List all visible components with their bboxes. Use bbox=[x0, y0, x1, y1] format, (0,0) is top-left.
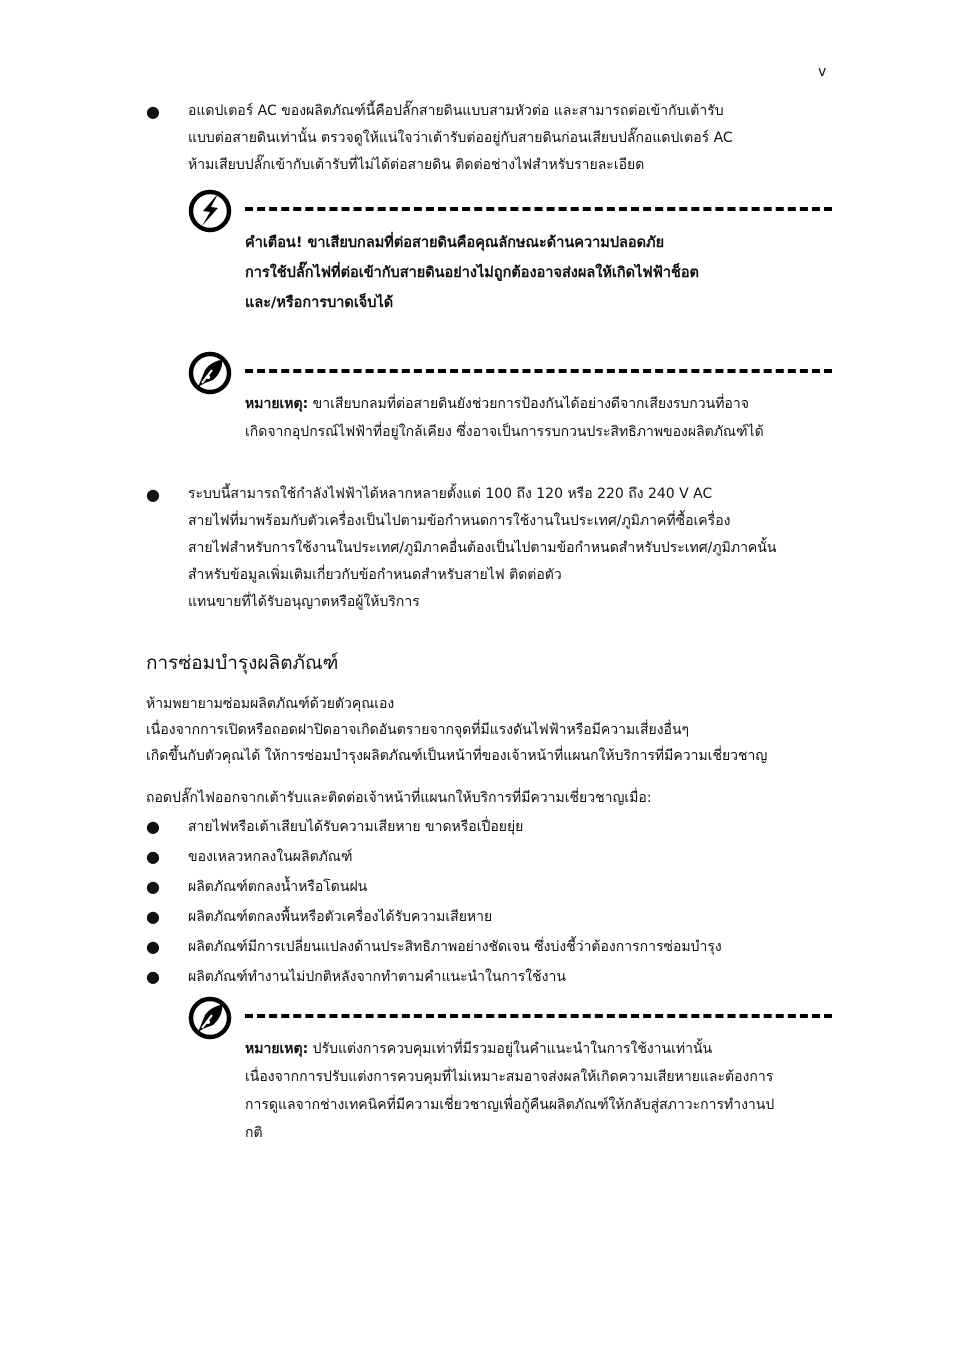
bullet2-line-5: แทนขายที่ได้รับอนุญาตหรือผู้ให้บริการ bbox=[188, 594, 420, 610]
list-item bbox=[146, 812, 846, 842]
conditions-list bbox=[146, 812, 846, 992]
warning-divider bbox=[245, 207, 832, 211]
bullet-ac-adapter bbox=[146, 98, 846, 179]
note-controls bbox=[187, 995, 832, 1155]
service-line-2: เนื่องจากการเปิดหรือถอดฝาปิดอาจเกิดอันตรายจากจุดที่มีแรงดันไฟฟ้าหรือมีความเสี่ยงอื่นๆ bbox=[146, 722, 690, 738]
warning-line-1: คำเตือน! ขาเสียบกลมที่ต่อสายดินคือคุณลักษณะด้านความปลอดภัย bbox=[245, 235, 665, 251]
note2-line-2: เนื่องจากการปรับแต่งการควบคุมที่ไม่เหมาะสมอาจส่งผลให้เกิดความเสียหายและต้องการ bbox=[245, 1069, 774, 1085]
bullet-dot: ● bbox=[146, 937, 160, 956]
section-title-servicing: การซ่อมบำรุงผลิตภัณฑ์ bbox=[146, 652, 339, 674]
unplug-intro: ถอดปลั๊กไฟออกจากเต้ารับและติดต่อเจ้าหน้าที่แผนกให้บริการที่มีความเชี่ยวชาญเมื่อ: bbox=[146, 790, 652, 806]
list-item bbox=[146, 932, 846, 962]
condition-4: ผลิตภัณฑ์ตกลงพื้นหรือตัวเครื่องได้รับความเสียหาย bbox=[188, 909, 493, 925]
warning-line-2: การใช้ปลั๊กไฟที่ต่อเข้ากับสายดินอย่างไม่ถูกต้องอาจส่งผลให้เกิดไฟฟ้าช็อต bbox=[245, 265, 699, 281]
service-line-1: ห้ามพยายามซ่อมผลิตภัณฑ์ด้วยตัวคุณเอง bbox=[146, 696, 395, 712]
bullet2-line-4: สำหรับข้อมูลเพิ่มเติมเกี่ยวกับข้อกำหนดสำหรับสายไฟ ติดต่อตัว bbox=[188, 567, 562, 583]
bullet-dot: ● bbox=[146, 877, 160, 896]
note1-line-2: เกิดจากอุปกรณ์ไฟฟ้าที่อยู่ใกล้เคียง ซึ่งอาจเป็นการรบกวนประสิทธิภาพของผลิตภัณฑ์ได้ bbox=[245, 424, 764, 440]
list-item bbox=[146, 962, 846, 992]
note2-text bbox=[245, 1035, 774, 1147]
service-paragraph bbox=[146, 691, 767, 769]
bullet2-line-3: สายไฟสำหรับการใช้งานในประเทศ/ภูมิภาคอื่นต้องเป็นไปตามข้อกำหนดสำหรับประเทศ/ภูมิภาคนั้น bbox=[188, 540, 777, 556]
bullet1-line-3: ห้ามเสียบปลั๊กเข้ากับเต้ารับที่ไม่ได้ต่อสายดิน ติดต่อช่างไฟสำหรับรายละเอียด bbox=[188, 157, 645, 173]
warning-notice bbox=[187, 188, 832, 318]
condition-2: ของเหลวหกลงในผลิตภัณฑ์ bbox=[188, 849, 353, 865]
bullet2-line-2: สายไฟที่มาพร้อมกับตัวเครื่องเป็นไปตามข้อกำหนดการใช้งานในประเทศ/ภูมิภาคที่ซื้อเครื่อง bbox=[188, 513, 731, 529]
note2-line-3: การดูแลจากช่างเทคนิคที่มีความเชี่ยวชาญเพื่อกู้คืนผลิตภัณฑ์ให้กลับสู่สภาวะการทำงานป bbox=[245, 1097, 775, 1113]
note-pen-icon bbox=[187, 350, 233, 396]
note1-label: หมายเหตุ: bbox=[245, 396, 309, 412]
list-item bbox=[146, 842, 846, 872]
bullet-dot: ● bbox=[146, 102, 160, 121]
note1-line-1: ขาเสียบกลมที่ต่อสายดินยังช่วยการป้องกันได้อย่างดีจากเสียงรบกวนที่อาจ bbox=[308, 396, 749, 412]
note2-line-1: ปรับแต่งการควบคุมเท่าที่มีรวมอยู่ในคำแนะนำในการใช้งานเท่านั้น bbox=[308, 1041, 713, 1057]
bullet-dot: ● bbox=[146, 907, 160, 926]
note2-label: หมายเหตุ: bbox=[245, 1041, 309, 1057]
warning-lightning-icon bbox=[187, 188, 233, 234]
warning-line-3: และ/หรือการบาดเจ็บได้ bbox=[245, 295, 394, 311]
note1-text bbox=[245, 390, 764, 446]
bullet1-line-2: แบบต่อสายดินเท่านั้น ตรวจดูให้แน่ใจว่าเต้ารับต่ออยู่กับสายดินก่อนเสียบปลั๊กอแดปเตอร์ AC bbox=[188, 130, 733, 146]
condition-3: ผลิตภัณฑ์ตกลงน้ำหรือโดนฝน bbox=[188, 879, 368, 895]
list-item bbox=[146, 872, 846, 902]
condition-1: สายไฟหรือเต้าเสียบได้รับความเสียหาย ขาดหรือเปื่อยยุ่ย bbox=[188, 819, 524, 835]
note-grounding bbox=[187, 350, 832, 450]
list-item bbox=[146, 902, 846, 932]
condition-5: ผลิตภัณฑ์มีการเปลี่ยนแปลงด้านประสิทธิภาพอย่างชัดเจน ซึ่งบ่งชี้ว่าต้องการการซ่อมบำรุง bbox=[188, 939, 722, 955]
note-pen-icon bbox=[187, 995, 233, 1041]
note-divider bbox=[245, 1014, 832, 1018]
bullet1-line-1: อแดปเตอร์ AC ของผลิตภัณฑ์นี้คือปลั๊กสายดินแบบสามหัวต่อ และสามารถต่อเข้ากับเต้ารับ bbox=[188, 103, 724, 119]
bullet-dot: ● bbox=[146, 485, 160, 504]
bullet2-line-1: ระบบนี้สามารถใช้กำลังไฟฟ้าได้หลากหลายตั้งแต่ 100 ถึง 120 หรือ 220 ถึง 240 V AC bbox=[188, 486, 713, 502]
bullet-dot: ● bbox=[146, 967, 160, 986]
note2-line-4: กติ bbox=[245, 1125, 263, 1141]
page-number: v bbox=[818, 64, 827, 80]
bullet-dot: ● bbox=[146, 817, 160, 836]
warning-text bbox=[245, 228, 699, 318]
note-divider bbox=[245, 369, 832, 373]
bullet-dot: ● bbox=[146, 847, 160, 866]
bullet-power-voltage bbox=[146, 481, 846, 616]
condition-6: ผลิตภัณฑ์ทำงานไม่ปกติหลังจากทำตามคำแนะนำในการใช้งาน bbox=[188, 969, 566, 985]
service-line-3: เกิดขึ้นกับตัวคุณได้ ให้การซ่อมบำรุงผลิตภัณฑ์เป็นหน้าที่ของเจ้าหน้าที่แผนกให้บริการที่มีความเชี่ยวชาญ bbox=[146, 748, 768, 764]
